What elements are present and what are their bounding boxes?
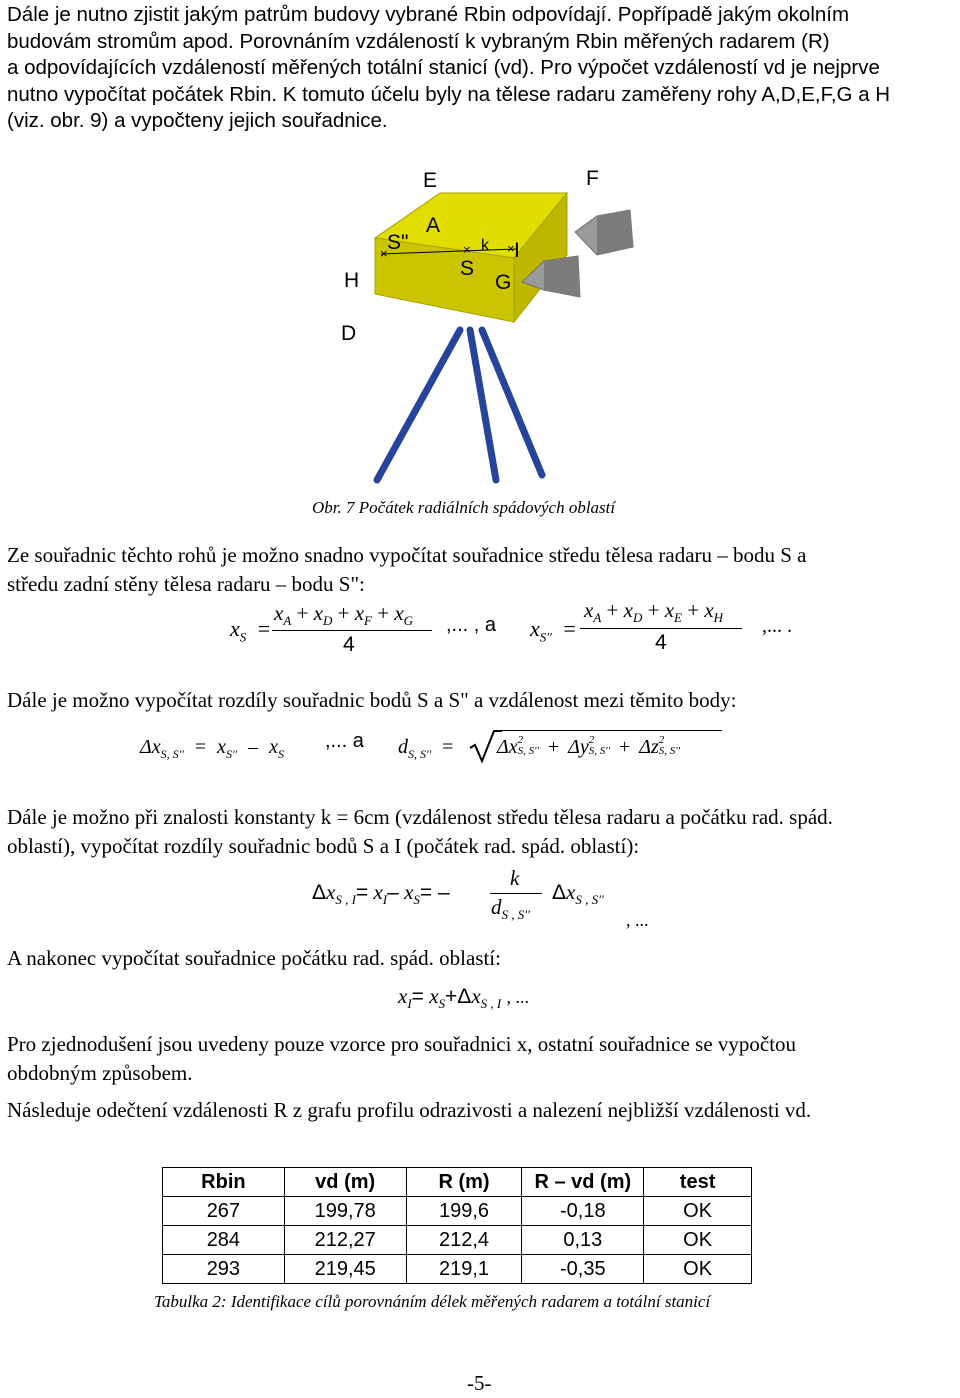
equation-delta-x: $\Delta x_{S, S''} = x_{S''} - x_S$ [140,736,284,761]
comparison-table [162,1167,752,1284]
table-cell: OK [644,1255,752,1284]
sqrt-overline [500,730,722,731]
label-H: H [344,269,360,292]
table-cell: -0,18 [522,1197,644,1226]
eq1-separator: ,... , a [446,614,497,636]
eq5-delta: $\Delta x_{S , S''}$ [552,880,604,908]
table-cell: 219,45 [284,1255,406,1284]
intro-line: nutno vypočítat počátek Rbin. K tomuto účelu byly na tělese radaru zaměřeny rohy A,D,E,F,G a H [7,82,891,106]
column-header: R – vd (m) [522,1168,644,1197]
table-cell: 219,1 [406,1255,522,1284]
table-row [163,1226,752,1255]
intro-line: Dále je nutno zjistit jakým patrům budovy vybrané Rbin odpovídají. Popřípadě jakým okolním [7,3,850,26]
paragraph-line: Dále je možno při znalosti konstanty k = 6cm (vzdálenost středu tělesa radaru a počátku rad. spád. [7,805,833,829]
svg-text:×: × [380,246,388,261]
label-A: A [426,214,441,237]
intro-line: a odpovídajících vzdáleností měřených totální stanicí (vd). Pro výpočet vzdáleností vd je nejprve [7,56,880,79]
page-number: -5- [467,1371,492,1395]
eq5-numerator: k [510,866,520,890]
radar-figure [330,160,650,490]
eq2-denominator: 4 [655,631,667,654]
eq5-fraction-bar [490,893,542,894]
eq2-numerator: $x_A + x_D + x_E + x_H$ [584,598,724,626]
equation-xs2: $x_{S''}$ = [530,616,576,645]
paragraph-5: A nakonec vypočítat souřadnice počátku rad. spád. oblastí: [7,946,501,970]
label-S: S [460,257,475,280]
eq2-tail: ,... . [762,615,792,637]
column-header: Rbin [163,1168,285,1197]
intro-paragraph [7,2,957,135]
intro-line: budovám stromům apod. Porovnáním vzdáleností k vybraným Rbin měřených radarem (R) [7,29,830,53]
paragraph-4 [7,803,957,861]
figure-caption: Obr. 7 Počátek radiálních spádových oblastí [312,498,616,517]
table-cell: -0,35 [522,1255,644,1284]
table-cell: 212,4 [406,1226,522,1255]
paragraph-line: středu zadní stěny tělesa radaru – bodu S": [7,572,365,596]
equation-xi: $x_I= x_S+\Delta x_{S , I}$ , ... [398,984,529,1012]
paragraph-7: Následuje odečtení vzdálenosti R z grafu profilu odrazivosti a nalezení nejbližší vzdálenosti vd. [7,1098,812,1122]
equation-xs: $x_S$ = [230,616,271,645]
reflector-upper [575,210,633,255]
table-row [163,1255,752,1284]
paragraph-2 [7,541,957,599]
table-row [163,1197,752,1226]
paragraph-line: oblastí), vypočítat rozdíly souřadnic bodů S a I (počátek rad. spád. oblastí): [7,834,640,858]
label-D: D [341,322,357,345]
eq3-separator: ,... a [325,730,364,752]
column-header: R (m) [406,1168,522,1197]
table-cell: 293 [163,1255,285,1284]
column-header: test [644,1168,752,1197]
eq1-fraction-bar [272,630,432,631]
tripod-legs [377,330,542,480]
table-cell: 212,27 [284,1226,406,1255]
eq1-numerator: $x_A + x_D + x_F + x_G$ [274,601,414,629]
table-cell: 199,6 [406,1197,522,1226]
eq5-tail: , ... [626,910,649,930]
label-F: F [586,167,599,190]
column-header: vd (m) [284,1168,406,1197]
table-caption: Tabulka 2: Identifikace cílů porovnáním délek měřených radarem a totální stanicí [154,1292,711,1311]
paragraph-line: Pro zjednodušení jsou uvedeny pouze vzorce pro souřadnici x, ostatní souřadnice se vypočtou [7,1032,797,1056]
paragraph-6 [7,1030,957,1088]
label-E: E [423,169,438,192]
sqrt-content: Δx 2 S, S'' + Δy 2 S, S'' + Δz 2 S, S'' [497,734,680,758]
paragraph-line: obdobným způsobem. [7,1061,193,1085]
paragraph-line: Ze souřadnic těchto rohů je možno snadno vypočítat souřadnice středu tělesa radaru – bodu S a [7,543,807,567]
intro-line: (viz. obr. 9) a vypočteny jejich souřadnice. [7,109,388,132]
table-header-row [163,1168,752,1197]
label-I: I [514,239,520,262]
table-cell: OK [644,1226,752,1255]
table-cell: OK [644,1197,752,1226]
label-k: k [481,237,489,254]
eq5-denominator: $d_{S , S''}$ [491,895,530,923]
svg-text:×: × [507,241,515,256]
label-S2: S" [387,231,409,254]
table-cell: 267 [163,1197,285,1226]
svg-text:×: × [463,242,471,257]
eq2-fraction-bar [580,628,742,629]
label-G: G [495,271,512,294]
eq1-denominator: 4 [343,633,355,656]
equation-distance: $d_{S, S''}$ = [398,736,454,761]
paragraph-3: Dále je možno vypočítat rozdíly souřadnic bodů S a S" a vzdálenost mezi těmito body: [7,688,737,712]
table-cell: 199,78 [284,1197,406,1226]
equation-delta-si: $\Delta x_{S , I}= x_I-$ $x_S=$ – [312,880,450,908]
table-cell: 284 [163,1226,285,1255]
table-cell: 0,13 [522,1226,644,1255]
